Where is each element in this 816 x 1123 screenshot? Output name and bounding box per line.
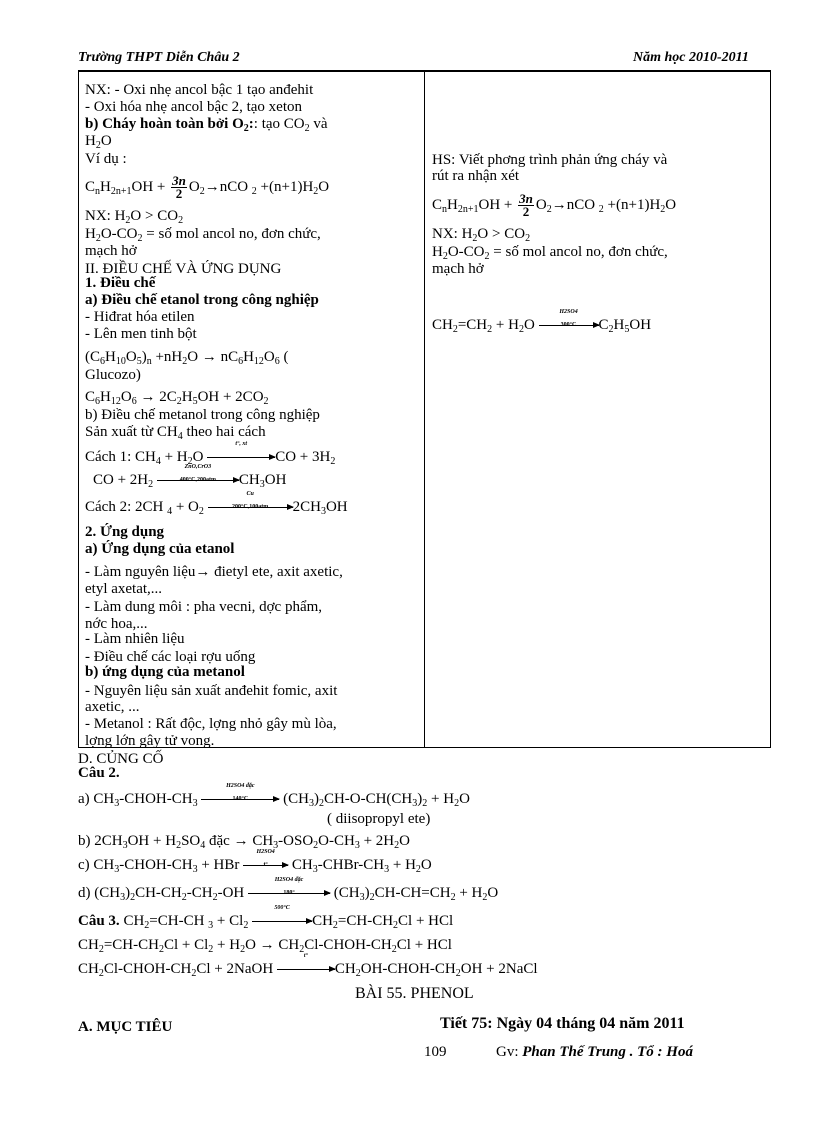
ethanol-industry-title: a) Điều chế etanol trong công nghiệp (85, 292, 319, 308)
page-number: 109 (424, 1044, 447, 1060)
q2-b: b) $2CH_3OH + H_2SO_4$ đặc → $CH_3-OSO_2O-CH_3 + 2H_2O$ (78, 833, 410, 851)
section-2-2: 2. Ứng dụng (85, 524, 165, 540)
left-line-1: NX: - Oxi nhẹ ancol bậc 1 tạo anđehit (85, 82, 314, 98)
ethanol-method-1: - Hiđrat hóa etilen (85, 309, 195, 325)
use-2: etyl axetat,... (85, 581, 163, 597)
use-5: - Làm nhiên liệu (85, 631, 185, 647)
consolidation-title: D. CỦNG CỐ (78, 751, 164, 767)
methanol-industry-title: b) Điều chế metanol trong công nghiệp (85, 407, 320, 423)
methanol-source: Sản xuất từ $CH_4$ theo hai cách (85, 424, 266, 442)
use-9: - Metanol : Rất độc, lợng nhỏ gây mù lòa, (85, 716, 337, 732)
methanol-uses-title: b) ứng dụng của metanol (85, 664, 245, 680)
question-2: Câu 2. (78, 765, 120, 781)
right-line-2: rút ra nhận xét (432, 168, 520, 184)
right-combustion-equation: $C_nH_{2n+1}OH$ + $\frac{3n}{2}$ $O_2\to nCO$ $_2 +(n+1)H_2O$ (432, 191, 677, 220)
objectives-title: A. MỤC TIÊU (78, 1019, 173, 1035)
table-middle-border (424, 71, 425, 748)
left-line-2: - Oxi hóa nhẹ ancol bậc 2, tạo xeton (85, 99, 303, 115)
q3-line-1: Câu 3. $CH_2=CH-CH$ $_3 + Cl_2$ 500°C $CH_2=CH-CH_2Cl$ + HCl (78, 905, 454, 931)
ethanol-uses-title: a) Ứng dụng của etanol (85, 541, 235, 557)
q2-a-note: ( diisopropyl ete) (327, 811, 431, 827)
right-remark-2: $H_2O-CO_2$ = số mol ancol no, đơn chức, (432, 244, 668, 262)
use-1: - Làm nguyên liệu→ đietyl ete, axit axetic, (85, 564, 343, 580)
combustion-heading: b) Cháy hoàn toàn bởi $O_2$:: tạo $CO_2$ và (85, 116, 328, 134)
header-school: Trường THPT Diễn Châu 2 (78, 50, 240, 65)
use-4: nớc hoa,... (85, 616, 148, 632)
remark-2: $H_2O-CO_2$ = số mol ancol no, đơn chức, (85, 226, 321, 244)
fermentation-equation: $C_6H_{12}O_6 \to 2C_2H_5OH + 2CO_2$ (85, 389, 269, 407)
teacher-line: Gv: Phan Thế Trung . Tổ : Hoá (496, 1044, 693, 1060)
starch-equation: $(C_6H_{10}O_5)_n +nH_2O \to nC_6H_{12}O_6$ ( (85, 349, 289, 367)
use-6: - Điều chế các loại rợu uống (85, 649, 256, 665)
use-10: lợng lớn gây tử vong. (85, 733, 215, 749)
q2-a: a) $CH_3-CHOH-CH_3$ H2SO4 đặc 140°C $(CH_3)_2CH-O-CH(CH_3)_2 + H_2O$ (78, 783, 470, 809)
method-2-line: Cách 2: 2CH $_4 + O_2$ Cu 200°C,100atm $2CH_3OH$ (85, 491, 348, 517)
left-line-h2o: $H_2O$ (85, 133, 112, 151)
right-remark-3: mạch hở (432, 261, 484, 277)
table-right-border (770, 71, 771, 748)
use-8: axetic, ... (85, 699, 140, 715)
section-2-1: 1. Điều chế (85, 275, 156, 291)
q2-d: d) $(CH_3)_2CH-CH_2-CH_2-OH$ H2SO4 đặc 180° $(CH_3)_2CH-CH=CH_2 + H_2O$ (78, 877, 499, 903)
method-1-line-2: CO + $2H_2$ ZnO,CrO3 400°C,200atm $CH_3OH$ (93, 464, 287, 490)
right-line-1: HS: Viết phơng trình phản ứng cháy và (432, 152, 668, 168)
header-year: Năm học 2010-2011 (633, 50, 749, 65)
ethanol-method-2: - Lên men tinh bột (85, 326, 197, 342)
section-2-title: II. ĐIỀU CHẾ VÀ ỨNG DỤNG (85, 261, 282, 277)
q3-line-2: $CH_2=CH-CH_2Cl + Cl_2 + H_2O$ → $CH_2Cl-CHOH-CH_2Cl$ + HCl (78, 937, 452, 955)
lesson-title: BÀI 55. PHENOL (355, 985, 474, 1002)
remark-3: mạch hở (85, 243, 137, 259)
use-7: - Nguyên liệu sản xuất anđehit fomic, axit (85, 683, 338, 699)
ethylene-hydration: $CH_2=CH_2 + H_2O$ H2SO4 300°C $C_2H_5OH$ (432, 309, 652, 335)
q3-line-3: $CH_2Cl-CHOH-CH_2Cl$ + 2NaOH t° $CH_2OH-CHOH-CH_2OH$ + 2NaCl (78, 953, 538, 979)
right-remark-1: NX: $H_2O > CO_2$ (432, 226, 531, 244)
q2-c: c) $CH_3-CHOH-CH_3$ + HBr H2SO4 t° $CH_3-CHBr-CH_3 + H_2O$ (78, 849, 432, 875)
table-left-border (78, 71, 79, 748)
method-1-line-1: Cách 1: $CH_4 + H_2O$ t°, xt CO + $3H_2$ (85, 441, 336, 467)
use-3: - Làm dung môi : pha vecni, dợc phẩm, (85, 599, 323, 615)
example-label: Ví dụ : (85, 151, 127, 167)
period-date: Tiết 75: Ngày 04 tháng 04 năm 2011 (440, 1015, 685, 1032)
remark-1: NX: $H_2O > CO_2$ (85, 208, 184, 226)
fraction: $\frac{3n}{2}$ (172, 173, 186, 202)
glucozo-label: Glucozo) (85, 367, 141, 383)
combustion-equation: $C_nH_{2n+1}OH$ + $\frac{3n}{2}$ $O_2\to nCO$ $_2 +(n+1)H_2O$ (85, 173, 330, 202)
